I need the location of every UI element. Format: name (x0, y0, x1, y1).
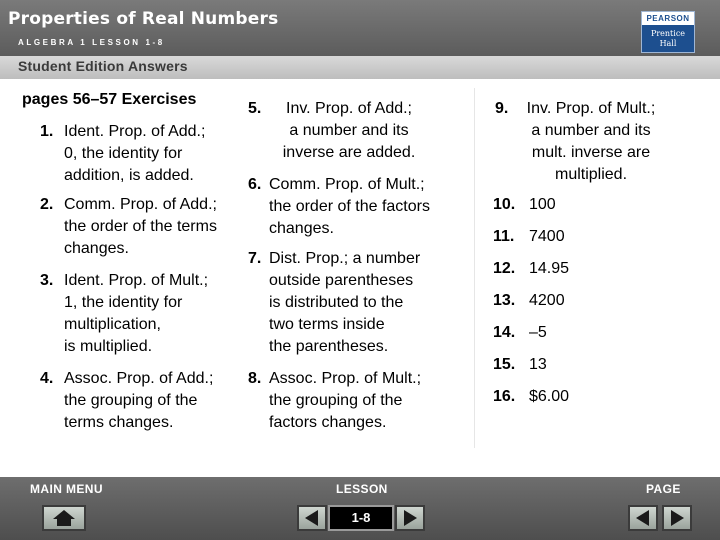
answer-number: 10. (493, 196, 516, 213)
page-next-button[interactable] (662, 505, 692, 531)
answer-text: 13 (529, 356, 547, 373)
lesson-subtitle: ALGEBRA 1 LESSON 1-8 (18, 38, 165, 47)
answer-text: $6.00 (529, 388, 570, 405)
answer-text: Assoc. Prop. of Mult.; the grouping of the factors changes. (269, 370, 422, 431)
logo-pearson-text: PEARSON (642, 12, 694, 25)
answer-number: 12. (493, 260, 516, 277)
answer-number: 8. (248, 370, 262, 387)
arrow-right-icon (397, 507, 423, 529)
answer-number: 6. (248, 176, 262, 193)
answer-text: 7400 (529, 228, 565, 245)
answer-text: Assoc. Prop. of Add.; the grouping of the terms changes. (64, 370, 214, 431)
arrow-left-icon (630, 507, 656, 529)
answer-text: –5 (529, 324, 547, 341)
answers-content (0, 80, 720, 460)
exercises-heading: pages 56–57 Exercises (22, 91, 197, 108)
answer-text: Dist. Prop.; a number outside parentheses is distributed to the two terms inside the parentheses. (269, 250, 421, 355)
answer-text: 4200 (529, 292, 565, 309)
lesson-next-button[interactable] (395, 505, 425, 531)
answer-text: Ident. Prop. of Add.; 0, the identity for addition, is added. (64, 123, 206, 184)
lesson-label: LESSON (336, 482, 388, 496)
lesson-prev-button[interactable] (297, 505, 327, 531)
answer-number: 3. (40, 272, 54, 289)
logo-hall-text: Hall (659, 39, 677, 48)
arrow-left-icon (299, 507, 325, 529)
answer-text: Inv. Prop. of Mult.; a number and its mult. inverse are multiplied. (526, 100, 656, 183)
answer-text: 14.95 (529, 260, 570, 277)
answer-text: Comm. Prop. of Add.; the order of the terms changes. (64, 196, 217, 257)
answer-number: 11. (493, 228, 515, 245)
home-icon (44, 507, 84, 529)
arrow-right-icon (664, 507, 690, 529)
answer-number: 15. (493, 356, 516, 373)
pearson-logo (641, 11, 695, 53)
home-button[interactable] (42, 505, 86, 531)
answer-text: Ident. Prop. of Mult.; 1, the identity for multiplication, is multiplied. (64, 272, 209, 355)
logo-prentice-text: Prentice (650, 29, 686, 38)
page-label: PAGE (646, 482, 681, 496)
answer-number: 2. (40, 196, 54, 213)
answer-number: 13. (493, 292, 516, 309)
page-title: Properties of Real Numbers (8, 9, 279, 29)
answer-number: 14. (493, 324, 516, 341)
answer-number: 9. (495, 100, 509, 117)
answer-number: 1. (40, 123, 54, 140)
column-divider (474, 88, 475, 448)
answer-number: 4. (40, 370, 54, 387)
answer-text: 100 (529, 196, 556, 213)
answer-number: 5. (248, 100, 262, 117)
main-menu-label: MAIN MENU (30, 482, 103, 496)
section-label: Student Edition Answers (18, 58, 188, 74)
answer-number: 16. (493, 388, 516, 405)
answer-text: Inv. Prop. of Add.; a number and its inverse are added. (282, 100, 416, 161)
lesson-number: 1-8 (328, 505, 394, 531)
page-prev-button[interactable] (628, 505, 658, 531)
answer-number: 7. (248, 250, 262, 267)
answer-text: Comm. Prop. of Mult.; the order of the factors changes. (269, 176, 430, 237)
